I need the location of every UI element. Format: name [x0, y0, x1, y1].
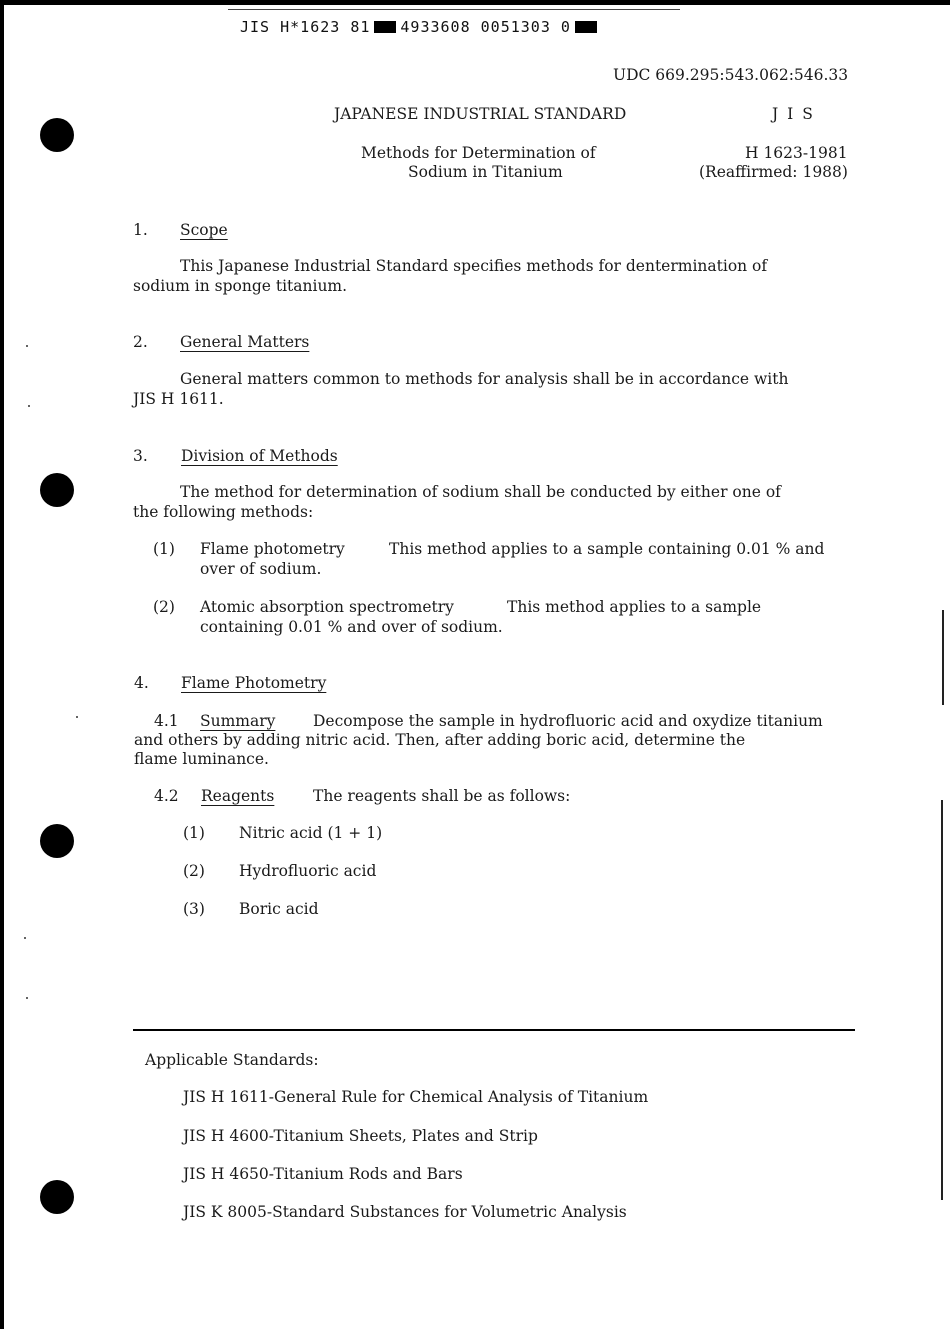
barcode-left-text: JIS H*1623 81 — [240, 18, 371, 36]
jis-mark: J I S — [772, 105, 815, 123]
section-2-line-2: JIS H 1611. — [133, 390, 224, 408]
reagent-2-name: Hydrofluoric acid — [239, 862, 377, 880]
punch-hole-icon — [40, 824, 74, 858]
section-3-number: 3. — [133, 447, 148, 465]
footnote-divider — [133, 1029, 855, 1031]
reagent-3-number: (3) — [183, 900, 205, 918]
udc-code: UDC 669.295:543.062:546.33 — [613, 66, 849, 84]
method-2-number: (2) — [153, 598, 175, 616]
scan-speck — [26, 345, 28, 347]
section-4-number: 4. — [134, 674, 149, 692]
document-barcode — [240, 18, 601, 36]
barcode-mid-text: 4933608 0051303 0 — [400, 18, 571, 36]
applicable-standard-item: JIS H 1611-General Rule for Chemical Analysis of Titanium — [183, 1088, 649, 1106]
method-2-name: Atomic absorption spectrometry — [200, 598, 454, 616]
subsection-4-2-text: The reagents shall be as follows: — [313, 787, 571, 805]
method-1-description: This method applies to a sample containing 0.01 % and — [389, 540, 825, 558]
section-4-title: Flame Photometry — [181, 674, 327, 692]
subsection-4-1-line-2: and others by adding nitric acid. Then, after adding boric acid, determine the — [134, 731, 746, 749]
title-line-2: Sodium in Titanium — [408, 163, 563, 181]
reagent-2-number: (2) — [183, 862, 205, 880]
method-2-line-2: containing 0.01 % and over of sodium. — [200, 618, 503, 636]
reagent-3-name: Boric acid — [239, 900, 319, 918]
page-top-border — [0, 0, 950, 5]
method-1-number: (1) — [153, 540, 175, 558]
barcode-block-icon — [374, 21, 396, 33]
reagent-1-number: (1) — [183, 824, 205, 842]
reagent-1-name: Nitric acid (1 + 1) — [239, 824, 383, 842]
section-3-line-2: the following methods: — [133, 503, 314, 521]
punch-hole-icon — [40, 1180, 74, 1214]
scan-speck — [28, 405, 30, 407]
subsection-4-1-number: 4.1 — [154, 712, 179, 730]
subsection-4-1-line-3: flame luminance. — [134, 750, 269, 768]
subsection-4-1-line-1: Decompose the sample in hydrofluoric acid and oxydize titanium — [313, 712, 823, 730]
method-2-description: This method applies to a sample — [507, 598, 762, 616]
section-1-number: 1. — [133, 221, 148, 239]
section-2-number: 2. — [133, 333, 148, 351]
punch-hole-icon — [40, 473, 74, 507]
section-1-title: Scope — [180, 221, 228, 239]
standard-number: H 1623-1981 — [745, 144, 848, 162]
subsection-4-2-title: Reagents — [201, 787, 275, 805]
scan-speck — [26, 997, 28, 999]
section-3-line-1: The method for determination of sodium shall be conducted by either one of — [180, 483, 781, 501]
page-right-mark — [942, 610, 944, 705]
title-line-1: Methods for Determination of — [361, 144, 596, 162]
applicable-standard-item: JIS K 8005-Standard Substances for Volumetric Analysis — [183, 1203, 627, 1221]
punch-hole-icon — [40, 118, 74, 152]
section-3-title: Division of Methods — [181, 447, 338, 465]
section-1-line-1: This Japanese Industrial Standard specifies methods for dentermination of — [180, 257, 768, 275]
subsection-4-2-number: 4.2 — [154, 787, 179, 805]
applicable-standard-item: JIS H 4650-Titanium Rods and Bars — [183, 1165, 463, 1183]
applicable-standard-item: JIS H 4600-Titanium Sheets, Plates and Strip — [183, 1127, 538, 1145]
section-2-title: General Matters — [180, 333, 310, 351]
page-left-border — [0, 0, 4, 1329]
barcode-rule — [228, 9, 680, 10]
subsection-4-1-title: Summary — [200, 712, 276, 730]
scan-speck — [24, 937, 26, 939]
barcode-block-icon — [575, 21, 597, 33]
scan-speck — [76, 716, 78, 718]
applicable-standards-heading: Applicable Standards: — [145, 1051, 319, 1069]
method-1-name: Flame photometry — [200, 540, 345, 558]
section-1-line-2: sodium in sponge titanium. — [133, 277, 348, 295]
page-right-mark-lower — [941, 800, 943, 1200]
section-2-line-1: General matters common to methods for analysis shall be in accordance with — [180, 370, 789, 388]
reaffirmed-date: (Reaffirmed: 1988) — [699, 163, 848, 181]
standard-name: JAPANESE INDUSTRIAL STANDARD — [334, 105, 627, 123]
method-1-line-2: over of sodium. — [200, 560, 322, 578]
